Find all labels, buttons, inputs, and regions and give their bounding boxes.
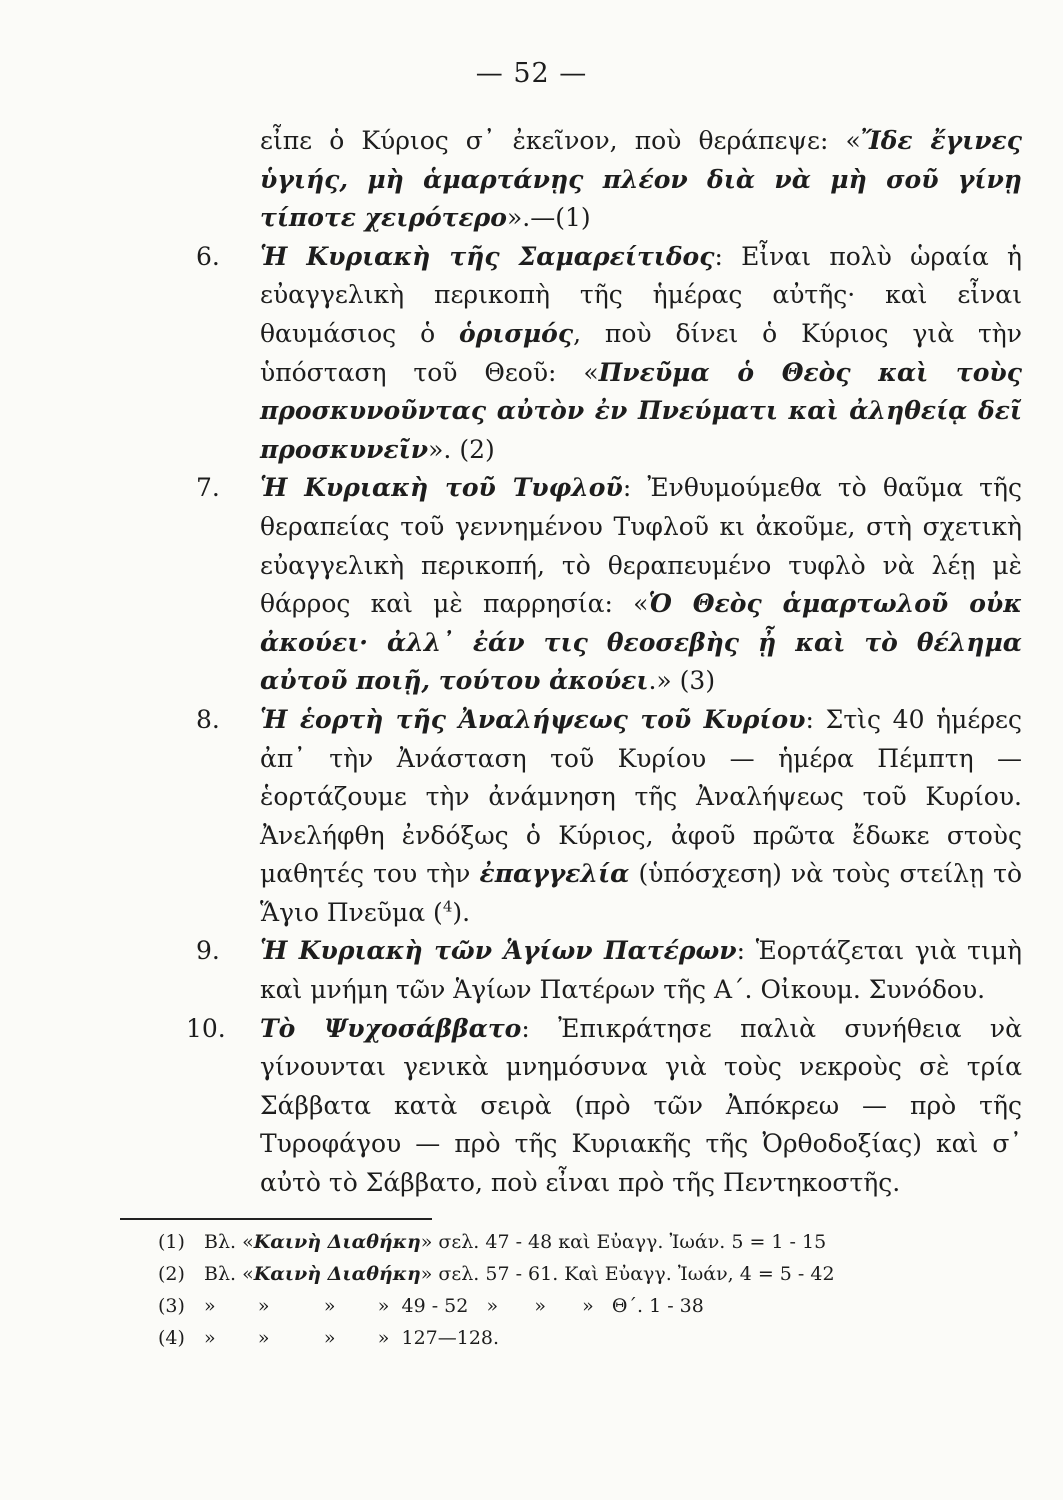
footnote-pre: Βλ. « bbox=[204, 1263, 254, 1285]
page-number: — 52 — bbox=[475, 58, 588, 89]
item-text-end: ). bbox=[452, 897, 471, 927]
footnote-post: » σελ. 47 - 48 καὶ Εὐαγγ. Ἰωάν. 5 = 1 - 15 bbox=[420, 1231, 827, 1253]
item-quote-end: .» bbox=[648, 666, 680, 696]
item-emphasis: ὁρισμός bbox=[459, 318, 574, 348]
item-emphasis: ἐπαγγελία bbox=[479, 859, 630, 889]
footnote bbox=[158, 1322, 978, 1354]
footnote-number: (3) bbox=[158, 1295, 185, 1317]
list-item-9 bbox=[192, 932, 1022, 1009]
footnote-number: (1) bbox=[158, 1231, 185, 1253]
intro-paragraph bbox=[192, 122, 1022, 238]
footnote-number: (2) bbox=[158, 1263, 185, 1285]
item-title: Τὸ Ψυχοσάββατο bbox=[260, 1013, 522, 1043]
footnote bbox=[158, 1226, 978, 1258]
list-item-8 bbox=[192, 701, 1022, 933]
item-text-cont: (ὑπόσχεση) νὰ τοὺς στείλῃ τὸ Ἅγιο Πνεῦμα ( bbox=[260, 859, 1022, 927]
footnote-pre: » » » » 127—128. bbox=[204, 1327, 500, 1349]
item-quote: Ὁ Θεὸς ἁμαρτωλοῦ οὐκ ἀκούει· ἀλλ᾽ ἐάν τις θεοσεβὴς ᾖ καὶ τὸ θέλημα αὐτοῦ ποιῇ, τούτου ἀκούει bbox=[260, 589, 1022, 696]
item-text-cont: , ποὺ δίνει ὁ Κύριος γιὰ τὴν ὑπόσταση τοῦ Θεοῦ: « bbox=[260, 318, 1022, 387]
footnote bbox=[158, 1290, 978, 1322]
item-number: 10. bbox=[186, 1013, 226, 1043]
item-separator: : bbox=[805, 704, 826, 734]
list-item-10 bbox=[186, 1010, 1022, 1203]
item-separator: : bbox=[521, 1013, 559, 1043]
intro-quote-end: ».— bbox=[506, 203, 556, 233]
item-text: Ἐνθυμούμεθα τὸ θαῦμα τῆς θεραπείας τοῦ γεννημένου Τυφλοῦ κι ἀκοῦμε, στὴ σχετικὴ εὐαγγελικὴ περικοπή, τὸ θεραπευμένο τυφλὸ νὰ λέῃ μὲ θάρρος καὶ μὲ παρρησία: « bbox=[260, 473, 1022, 619]
item-text: Στὶς 40 ἡμέρες ἀπ᾽ τὴν Ἀνάσταση τοῦ Κυρίου — ἡμέρα Πέμπτη — ἑορτάζουμε τὴν ἀνάμνηση τῆς Ἀναλήψεως τοῦ Κυρίου. Ἀνελήφθη ἐνδόξως ὁ Κύριος, ἀφοῦ πρῶτα ἔδωκε στοὺς μαθητές του τὴν bbox=[260, 704, 1023, 889]
list-item-6 bbox=[192, 238, 1022, 470]
item-quote-end: ». bbox=[428, 434, 460, 464]
footnote-pre: Βλ. « bbox=[204, 1231, 254, 1253]
item-footnote-ref: 4 bbox=[442, 897, 453, 916]
footnote-number: (4) bbox=[158, 1327, 185, 1349]
item-title: Ἡ Κυριακὴ τῶν Ἁγίων Πατέρων bbox=[260, 936, 737, 966]
item-text: Ἐπικράτησε παλιὰ συνήθεια νὰ γίνουνται γενικὰ μνημόσυνα γιὰ τοὺς νεκροὺς σὲ τρία Σάββατα κατὰ σειρὰ (πρὸ τῶν Ἀπόκρεω — πρὸ τῆς Τυροφάγου — πρὸ τῆς Κυριακῆς τῆς Ὀρθοδοξίας) καὶ σ᾽ αὐτὸ τὸ Σάββατο, ποὺ εἶναι πρὸ τῆς Πεντηκοστῆς. bbox=[260, 1013, 1022, 1198]
item-text: Ἑορτάζεται γιὰ τιμὴ καὶ μνήμη τῶν Ἁγίων Πατέρων τῆς Α΄. Οἰκουμ. Συνόδου. bbox=[260, 936, 1022, 1005]
body-text bbox=[186, 122, 1023, 1203]
footnote bbox=[158, 1258, 978, 1290]
intro-footnote-ref: (1) bbox=[555, 203, 591, 233]
footnote-pre: » » » » 49 - 52 » » » Θ΄. 1 - 38 bbox=[204, 1295, 704, 1317]
footnote-book: Καινὴ Διαθήκη bbox=[253, 1231, 421, 1253]
item-footnote-ref: (2) bbox=[459, 434, 495, 464]
intro-quote: Ἴδε ἔγινες ὑγιής, μὴ ἁμαρτάνῃς πλέον διὰ νὰ μὴ σοῦ γίνῃ τίποτε χειρότερο bbox=[260, 126, 1022, 233]
item-title: Ἡ Κυριακὴ τοῦ Τυφλοῦ bbox=[260, 473, 623, 503]
item-quote: Πνεῦμα ὁ Θεὸς καὶ τοὺς προσκυνοῦντας αὐτὸν ἐν Πνεύματι καὶ ἀληθείᾳ δεῖ προσκυνεῖν bbox=[260, 357, 1022, 464]
item-text: Εἶναι πολὺ ὡραία ἡ εὐαγγελικὴ περικοπὴ τῆς ἡμέρας αὐτῆς· καὶ εἶναι θαυμάσιος ὁ bbox=[260, 241, 1022, 348]
footnotes bbox=[158, 1226, 978, 1354]
item-separator: : bbox=[622, 473, 648, 503]
item-number: 9. bbox=[196, 936, 220, 966]
item-number: 7. bbox=[196, 473, 220, 503]
list-item-7 bbox=[192, 469, 1022, 701]
item-title: Ἡ ἑορτὴ τῆς Ἀναλήψεως τοῦ Κυρίου bbox=[260, 704, 806, 734]
item-number: 8. bbox=[196, 704, 220, 734]
item-separator: : bbox=[714, 241, 742, 271]
item-number: 6. bbox=[196, 241, 220, 271]
intro-text: εἶπε ὁ Κύριος σ᾽ ἐκεῖνον, ποὺ θεράπεψε: « bbox=[260, 126, 861, 155]
footnote-post: » σελ. 57 - 61. Καὶ Εὐαγγ. Ἰωάν, 4 = 5 - 42 bbox=[420, 1263, 835, 1285]
footnote-divider bbox=[120, 1218, 432, 1220]
item-separator: : bbox=[736, 936, 756, 966]
item-title: Ἡ Κυριακὴ τῆς Σαμαρείτιδος bbox=[260, 241, 715, 271]
item-footnote-ref: (3) bbox=[679, 666, 716, 696]
footnote-book: Καινὴ Διαθήκη bbox=[253, 1263, 421, 1285]
